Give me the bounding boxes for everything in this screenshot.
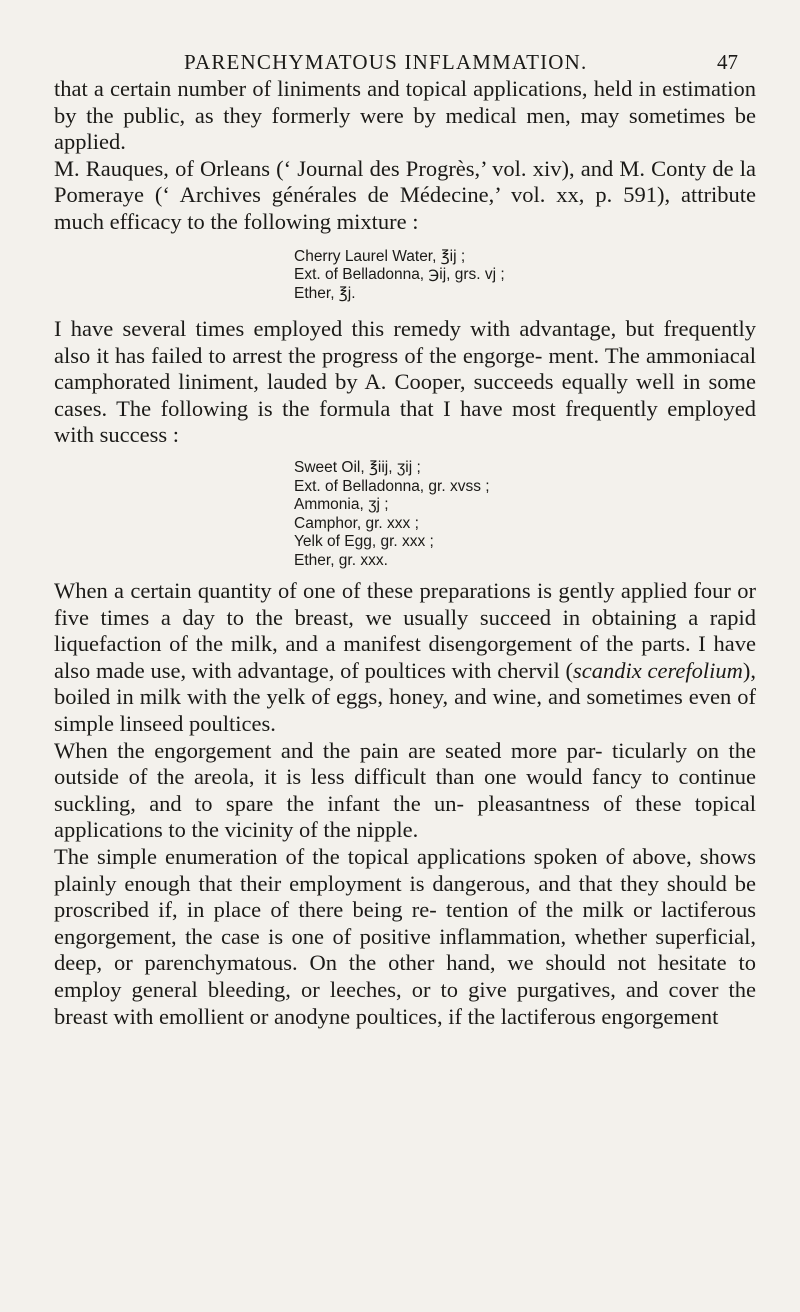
book-page — [54, 0, 756, 1030]
formula-cherry-laurel — [294, 248, 756, 304]
formula-line: Ext. of Belladonna, ℈ij, grs. vj ; — [294, 266, 505, 284]
paragraph-3: I have several times employed this remedy with advantage, but frequently also it has failed to arrest the progress of the engorge- ment. The ammoniacal camphorated liniment, lauded by A. Cooper, succeeds equally well in some cases. The following is the formula that I have most frequently employed with success : — [54, 316, 756, 448]
formula-line: Yelk of Egg, gr. xxx ; — [294, 533, 434, 551]
paragraph-4 — [54, 578, 756, 738]
formula-line: Sweet Oil, ℥iij, ʒij ; — [294, 459, 421, 477]
paragraph-6: The simple enumeration of the topical applications spoken of above, shows plainly enough that their employment is dangerous, and that they should be proscribed if, in place of there being re- tention of the milk or lactiferous engorgement, the case is one of positive inflammation, whether superficial, deep, or parenchymatous. On the other hand, we should not hesitate to employ general bleeding, or leeches, or to give purgatives, and cover the breast with emollient or anodyne poultices, if the lactiferous engorgement — [54, 843, 756, 1029]
paragraph-5: When the engorgement and the pain are seated more par- ticularly on the outside of the areola, it is less difficult than one would fancy to continue suckling, and to spare the infant the un- pleasantness of these topical applications to the vicinity of the nipple. — [54, 737, 756, 843]
formula-line: Cherry Laurel Water, ℥ij ; — [294, 247, 466, 265]
running-title: PARENCHYMATOUS INFLAMMATION. — [184, 50, 588, 74]
paragraph-2: M. Rauques, of Orleans (‘ Journal des Progrès,’ vol. xiv), and M. Conty de la Pomeraye (‘ Archives générales de Médecine,’ vol. xx, p. 591), attribute much efficacy to the following mixture : — [54, 155, 756, 234]
paragraph-1: that a certain number of liniments and topical applications, held in estimation by the public, as they formerly were by medical men, may sometimes be applied. — [54, 76, 756, 155]
formula-line: Ammonia, ʒj ; — [294, 496, 389, 514]
formula-sweet-oil — [294, 459, 756, 570]
page-number: 47 — [717, 50, 738, 74]
formula-line: Camphor, gr. xxx ; — [294, 514, 419, 532]
page-header — [54, 0, 756, 76]
paragraph-4-text: When a certain quantity of one of these preparations is gently applied four or five times a day to the breast, we usually succeed in obtaining a rapid liquefaction of the milk, and a manifest disengorgement of the parts. I have also made use, with advantage, of poultices with chervil ( — [54, 578, 756, 683]
paragraph-4-text-end: ), boiled in milk with the yelk of eggs, honey, and wine, and sometimes even of simple linseed poultices. — [54, 657, 756, 736]
formula-line: Ether, ℥j. — [294, 284, 356, 302]
formula-line: Ext. of Belladonna, gr. xvss ; — [294, 477, 490, 495]
formula-line: Ether, gr. xxx. — [294, 551, 388, 569]
latin-name: scandix cerefolium — [573, 657, 743, 683]
